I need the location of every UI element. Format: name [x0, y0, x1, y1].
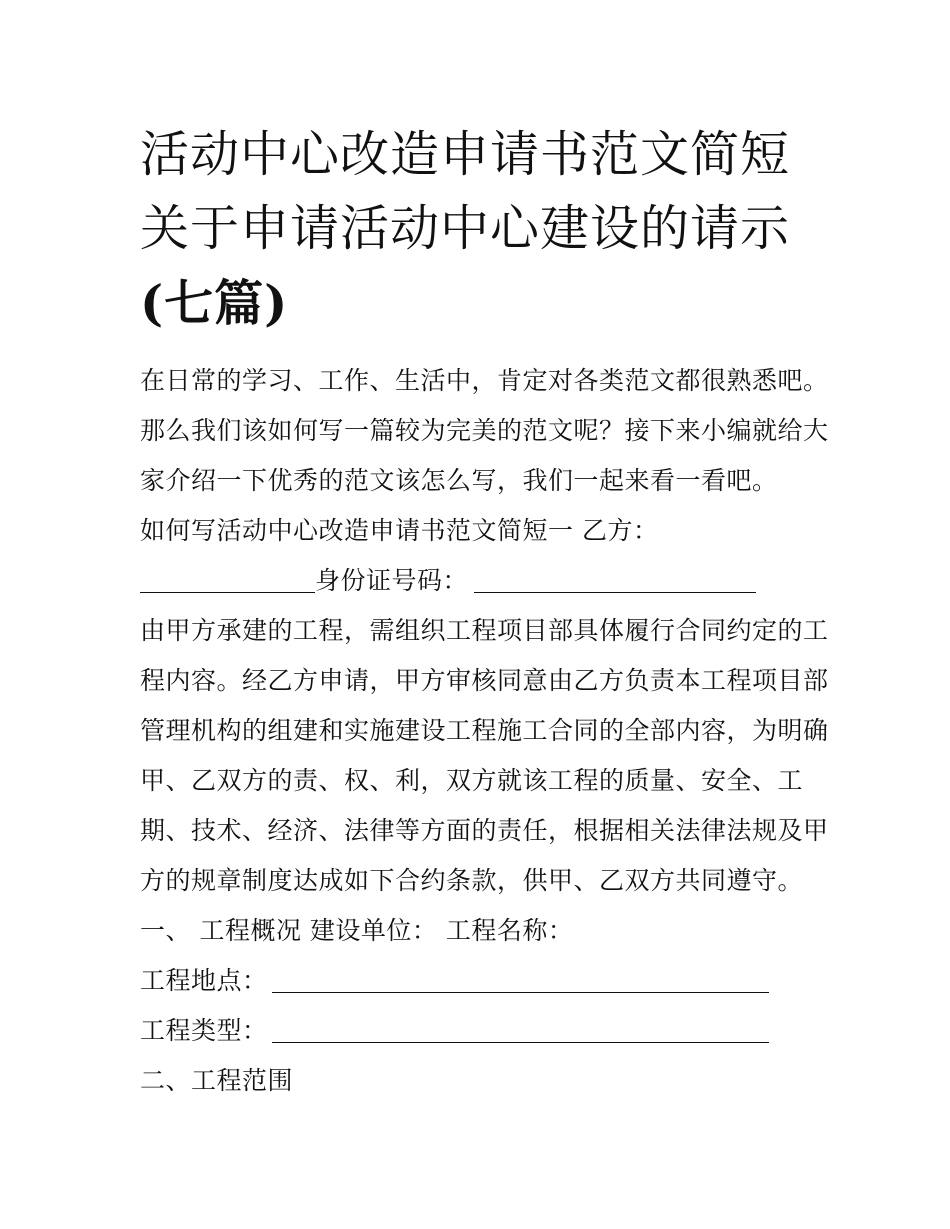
body-line: 由甲方承建的工程，需组织工程项目部具体履行合同约定的工 [140, 616, 829, 645]
project-site-label: 工程地点： [140, 966, 268, 995]
id-number-row [140, 556, 830, 606]
name-blank [140, 560, 315, 593]
document-title [140, 118, 820, 340]
scope-heading: 二、工程范围 [140, 1066, 294, 1095]
title-line-2: 关于申请活动中心建设的请示 [140, 200, 791, 257]
intro-line: 那么我们该如何写一篇较为完美的范文呢？接下来小编就给大 [140, 416, 829, 445]
intro-line: 家介绍一下优秀的范文该怎么写，我们一起来看一看吧。 [140, 466, 778, 495]
body-line: 方的规章制度达成如下合约条款，供甲、乙双方共同遵守。 [140, 866, 804, 895]
title-line-1: 活动中心改造申请书范文简短 [140, 126, 791, 183]
project-overview-line: 一、 工程概况 建设单位： 工程名称： [140, 916, 574, 945]
body-line: 程内容。经乙方申请，甲方审核同意由乙方负责本工程项目部 [140, 666, 829, 695]
project-type-blank [272, 1010, 769, 1043]
section-heading: 如何写活动中心改造申请书范文简短一 乙方： [140, 516, 659, 545]
project-type-row [140, 1006, 830, 1056]
document-body [140, 356, 830, 1106]
project-type-label: 工程类型： [140, 1016, 268, 1045]
project-site-blank [272, 960, 769, 993]
intro-line: 在日常的学习、工作、生活中，肯定对各类范文都很熟悉吧。 [140, 366, 829, 395]
body-line: 期、技术、经济、法律等方面的责任，根据相关法律法规及甲 [140, 816, 829, 845]
body-line: 甲、乙双方的责、权、利，双方就该工程的质量、安全、工 [140, 766, 804, 795]
body-line: 管理机构的组建和实施建设工程施工合同的全部内容，为明确 [140, 716, 829, 745]
project-site-row [140, 956, 830, 1006]
id-number-label: 身份证号码： [315, 566, 469, 595]
id-number-blank [474, 560, 756, 593]
title-line-3: (七篇) [140, 274, 289, 332]
